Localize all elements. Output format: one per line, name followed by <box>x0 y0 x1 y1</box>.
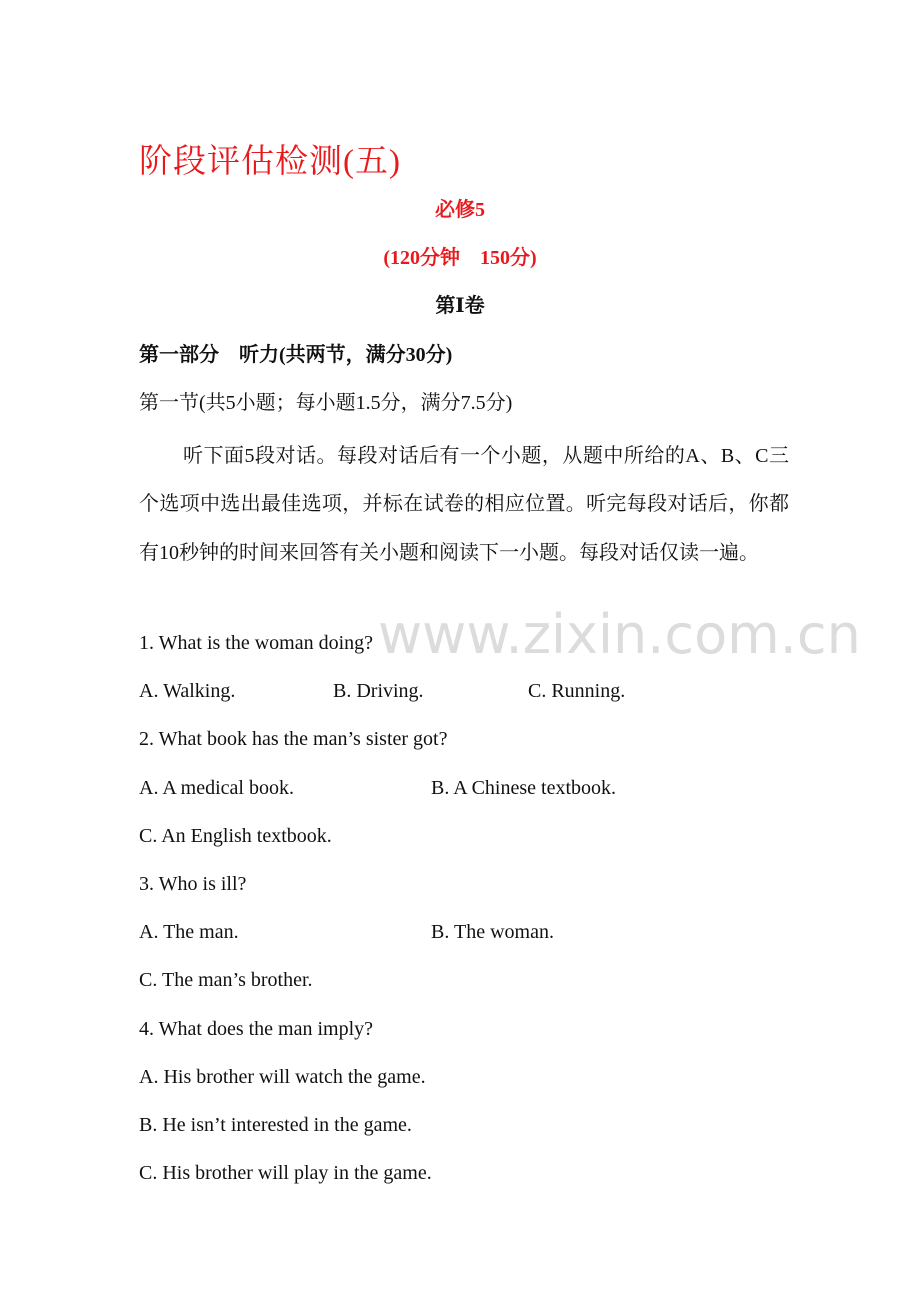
instructions-paragraph: 听下面5段对话。每段对话后有一个小题，从题中所给的A、B、C三个选项中选出最佳选项，并标在试卷的相应位置。听完每段对话后，你都有10秒钟的时间来回答有关小题和阅读下一小题。每段对话仅读一遍。 <box>139 445 789 564</box>
option-3c: C. The man’s brother. <box>139 969 313 991</box>
time-score: (120分钟 150分) <box>383 247 537 269</box>
subtitle: 必修5 <box>435 199 485 221</box>
section-heading: 第一节(共5小题；每小题1.5分，满分7.5分) <box>139 392 513 414</box>
question-stem-1: 1. What is the woman doing? <box>139 632 374 654</box>
option-3a: A. The man. <box>139 921 239 943</box>
document-title: 阶段评估检测(五) <box>139 144 401 180</box>
option-1b: B. Driving. <box>333 680 424 702</box>
question-stem-2: 2. What book has the man’s sister got? <box>139 728 448 750</box>
part-heading: 第一部分 听力(共两节，满分30分) <box>139 344 453 366</box>
option-4a: A. His brother will watch the game. <box>139 1066 426 1088</box>
option-2b: B. A Chinese textbook. <box>431 777 616 799</box>
option-2a: A. A medical book. <box>139 777 294 799</box>
watermark: www.zixin.com.cn <box>378 603 861 666</box>
option-3b: B. The woman. <box>431 921 554 943</box>
option-2c: C. An English textbook. <box>139 825 332 847</box>
option-4c: C. His brother will play in the game. <box>139 1162 432 1184</box>
volume-heading: 第Ⅰ卷 <box>435 295 485 317</box>
question-stem-4: 4. What does the man imply? <box>139 1018 374 1040</box>
option-1c: C. Running. <box>528 680 626 702</box>
option-4b: B. He isn’t interested in the game. <box>139 1114 412 1136</box>
question-stem-3: 3. Who is ill? <box>139 873 247 895</box>
option-1a: A. Walking. <box>139 680 236 702</box>
